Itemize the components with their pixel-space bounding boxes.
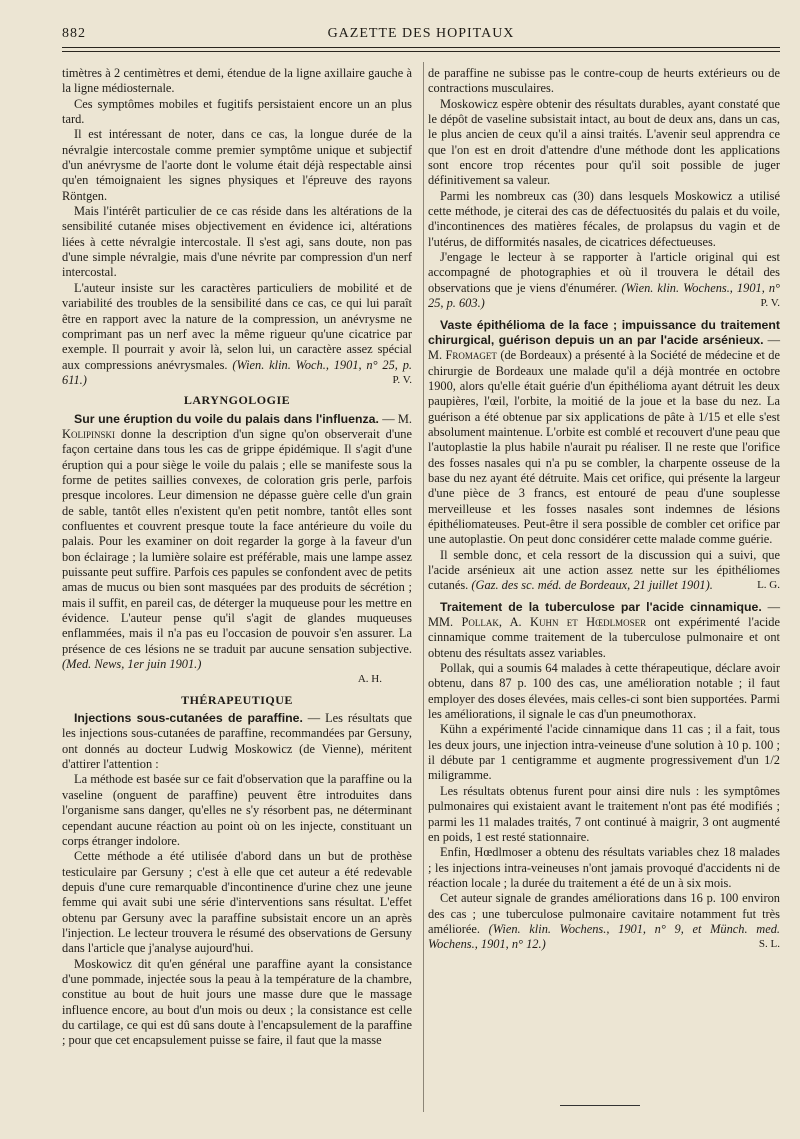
author-initials: P. V.	[760, 297, 780, 310]
author-initials: A. H.	[357, 673, 382, 686]
paragraph: Mais l'intérêt particulier de ce cas réside dans les altérations de la sensibilité cutanée mises objectivement en évidence ici, altérations liées à cette névralgie intercostale. Il s'est agi, sans doute, non pas d'une simple névralgie, mais d'une névrite par compression d'un nerf intercostal.	[62, 204, 412, 280]
author-name: M. Fromaget	[428, 348, 497, 363]
paragraph	[428, 548, 780, 594]
reference: (Gaz. des sc. méd. de Bordeaux, 21 juillet 1901).	[471, 578, 713, 593]
article-paragraph: Injections sous-cutanées de paraffine. — Les résultats que les injections sous-cutanées de paraffine, recommandées par Gersuny, ont donnés au docteur Ludwig Moskowicz (de Vienne), méritent d'attirer l'attention :	[62, 711, 412, 772]
paragraph: Kühn a expérimenté l'acide cinnamique dans 11 cas ; il a fait, tous les deux jours, une injection intra-veineuse d'une solution à 10 p. 100 ; il débute par 1 centigramme et augmente progressivement d'un 1/2 miligramme.	[428, 722, 780, 783]
header-rule	[62, 47, 780, 48]
paragraph: Pollak, qui a soumis 64 malades à cette thérapeutique, déclare avoir obtenu, dans 87 p. 100 des cas, une amélioration notable ; il faut employer des doses élevées, mais celles-ci sont bien supportées. Parmi les améliorations, il signale le cas d'un pneumothorax.	[428, 661, 780, 722]
page-number: 882	[62, 26, 86, 41]
paragraph: Moskowicz espère obtenir des résultats durables, ayant constaté que le dépôt de vaseline subsistait intact, au bout de deux ans, dans un cas, le plus ancien de ceux qu'il a ainsi traités. L'avenir seul apprendra ce que l'on est en droit d'attendre d'une méthode dont les applications sont encore trop récentes pour qu'il soit possible de juger définitivement sa valeur.	[428, 96, 780, 188]
article-title: Injections sous-cutanées de paraffine.	[74, 711, 303, 726]
article-title: Sur une éruption du voile du palais dans l'influenza.	[74, 411, 379, 426]
paragraph: Moskowicz dit qu'en général une paraffine ayant la consistance d'une pommade, injectée sous la peau à la température de la chambre, constitue au bout de huit jours une masse dure que le massage influence encore, au bout d'un mois ou deux ; la consistance est celle du cartilage, ce qui est dû sans doute à l'encapsulement de la paraffine ; pour que cet encapsulement puisse se faire, il faut que la masse	[62, 956, 412, 1048]
paragraph: Les résultats obtenus furent pour ainsi dire nuls : les symptômes pulmonaires qui existaient avant le traitement n'ont pas été modifiés ; parmi les 11 malades traités, 7 ont continué à maigrir, 3 ont augmenté en poids, 1 est resté stationnaire.	[428, 783, 780, 844]
paragraph-text: Il semble donc, et cela ressort de la discussion qui a suivi, que l'acide arsénieux ait une action assez nette sur les épithéliomes cutanés.	[428, 547, 780, 593]
article-title: Vaste épithélioma de la face ; impuissance du traitement chirurgical, guérison depuis un an par l'acide arsénieux.	[428, 317, 780, 347]
paragraph: Il est intéressant de noter, dans ce cas, la longue durée de la névralgie intercostale comme premier symptôme unique et subjectif d'un anévrysme de l'aorte dont le volume était déjà respectable ainsi qu'en témoignaient les signes physiques et l'épreuve des rayons Röntgen.	[62, 127, 412, 203]
journal-title: GAZETTE DES HOPITAUX	[327, 26, 515, 41]
paragraph: Cette méthode a été utilisée d'abord dans un but de prothèse testiculaire par Gersuny ; c'est à elle que cet auteur a été redevable depuis d'une cure remarquable d'incontinence d'urine chez une jeune femme qui avait subi une série d'interventions sans résultat. L'effet obtenu par Gersuny avec la paraffine subsistait encore un an après l'injection. Le lecteur trouvera le résumé des observations de Gersuny dans l'article que j'analyse aujourd'hui.	[62, 849, 412, 956]
reference: (Wien. klin. Woch., 1901, n° 25, p. 611.)	[62, 357, 412, 387]
paragraph	[428, 891, 780, 952]
paragraph: de paraffine ne subisse pas le contre-coup de heurts extérieurs ou de contractions musculaires.	[428, 66, 780, 96]
article-paragraph: Traitement de la tuberculose par l'acide cinnamique. — MM. Pollak, A. Kuhn et Hœdlmoser ont expérimenté l'acide cinnamique comme traitement de la tuberculose pulmonaire et ont obtenu des résultats assez variables.	[428, 599, 780, 660]
article-title: Traitement de la tuberculose par l'acide cinnamique.	[440, 599, 762, 614]
paragraph: Ces symptômes mobiles et fugitifs persistaient encore un an plus tard.	[62, 96, 412, 127]
header-rule-thin	[62, 51, 780, 52]
paragraph	[62, 281, 412, 388]
paragraph-text: Cet auteur signale de grandes améliorations dans 16 p. 100 environ des cas ; une tuberculose pulmonaire cavitaire notamment fut très améliorée.	[428, 891, 780, 936]
reference: (Wien. klin. Wochens., 1901, n° 9, et Münch. med. Wochens., 1901, n° 12.)	[428, 921, 780, 952]
author-name: MM. Pollak, A. Kuhn et Hœdlmoser	[428, 615, 647, 630]
paragraph	[428, 250, 780, 311]
author-initials: S. L.	[758, 938, 780, 951]
reference: (Med. News, 1er juin 1901.)	[62, 657, 202, 672]
article-text: Les résultats que les injections sous-cutanées de paraffine, recommandées par Gersuny, ont donnés au docteur Ludwig Moskowicz (de Vienne), méritent d'attirer l'attention :	[62, 711, 412, 772]
article-text: ont expérimenté l'acide cinnamique comme traitement de la tuberculose pulmonaire et ont obtenu des résultats assez variables.	[428, 615, 780, 660]
paragraph: Enfin, Hœdlmoser a obtenu des résultats variables chez 18 malades ; les injections intra-veineuses n'ont jamais provoqué d'accidents ni de réaction locale ; la durée du traitement a été de un à six mois.	[428, 845, 780, 890]
article-paragraph: Vaste épithélioma de la face ; impuissance du traitement chirurgical, guérison depuis un an par l'acide arsénieux. — M. Fromaget (de Bordeaux) a présenté à la Société de médecine et de chirurgie de Bordeaux une malade qu'il a déjà montrée en octobre 1900, alors qu'elle était guérie d'un épithélioma ayant détruit les deux paupières, l'œil, l'orbite, la moitié de la joue et la base du nez. La guérison a été obtenue par six applications de pâte à 1/15 et elle s'est absolument maintenue. L'orbite est comblé et recouvert d'une peau que l'autoplastie la plus habile n'aurait pu réaliser. Il ne reste que l'orifice des fosses nasales qui n'a pu se combler, la charpente osseuse de la base du nez ayant été détruite. Mais cet orifice, qui présente la largeur d'une pièce de 3 francs, est entouré de peau d'une souplesse merveilleuse et les fosses nasales sont indemnes de lésions épithéliomateuses. Peut-être il sera possible de combler cet orifice par une autoplastie. On peut donc considérer cette malade comme guérie.	[428, 317, 780, 547]
author-initials: P. V.	[392, 373, 412, 386]
paragraph: timètres à 2 centimètres et demi, étendue de la ligne axillaire gauche à la ligne médiosternale.	[62, 66, 412, 96]
end-ornament-rule	[560, 1105, 640, 1106]
article-text: (de Bordeaux) a présenté à la Société de médecine et de chirurgie de Bordeaux une malade qu'il a déjà montrée en octobre 1900, alors qu'elle était guérie d'un épithélioma ayant détruit les deux paupières, l'œil, l'orbite, la moitié de la joue et la base du nez. La guérison a été obtenue par six applications de pâte à 1/15 et elle s'est absolument maintenue. L'orbite est comblé et recouvert d'une peau que l'autoplastie la plus habile n'aurait pu réaliser. Il ne reste que l'orifice des fosses nasales qui n'a pu se combler, la charpente osseuse de la base du nez ayant été détruite. Mais cet orifice, qui présente la largeur d'une pièce de 3 francs, est entouré de peau d'une souplesse merveilleuse et les fosses nasales sont indemnes de lésions épithéliomateuses. Peut-être il sera possible de combler cet orifice par une autoplastie. On peut donc considérer cette malade comme guérie.	[428, 348, 780, 547]
article-text: donne la description d'un signe qu'on observerait d'une façon certaine dans tous les cas de grippe épidémique. Il s'agit d'une éruption qui a pour siège le voile du palais ; elle se manifeste sous la forme de petites saillies convexes, de coloration gris perle, parfois presque incolores. Leur dimension ne dépasse guère celle d'un grain de sable, tantôt elles n'existent qu'en petit nombre, tantôt elles sont confluentes et couvrent presque toute la face antérieure du voile du palais. Pour les examiner on doit regarder la gorge à la faveur d'un bon éclairage ; la lumière solaire est préférable, mais une lampe assez puissante peut suffire. Parfois ces papules se confondent avec de petits amas de mucus ou bien sont masquées par des produits de sécrétion ; mais il suffit, en pareil cas, de déterger la muqueuse pour les mettre en évidence. L'auteur pense qu'il s'agit de glandes muqueuses enflammées, mais il n'a pas eu l'occasion de pouvoir s'en assurer. La présence de ces lésions ne se traduit par aucune sensation subjective.	[62, 426, 412, 656]
left-column	[62, 66, 412, 1049]
author-initials: L. G.	[757, 579, 780, 592]
right-column	[428, 66, 780, 953]
paragraph-text: L'auteur insiste sur les caractères particuliers de mobilité et de variabilité des troubles de la sensibilité dans ce cas, ce qui lui paraît être en rapport avec la nature de la compression, un anévrysme ne comprimant pas un nerf avec la même rigueur qu'une cicatrice par exemple. Il pourrait y avoir là, selon lui, un caractère assez spécial aux compressions anévrysmales.	[62, 280, 412, 372]
article-paragraph: Sur une éruption du voile du palais dans l'influenza. — M. Kolipinski donne la description d'un signe qu'on observerait d'une façon certaine dans tous les cas de grippe épidémique. Il s'agit d'une éruption qui a pour siège le voile du palais ; elle se manifeste sous la forme de petites saillies convexes, de coloration gris perle, parfois presque incolores. Leur dimension ne dépasse guère celle d'un grain de sable, tantôt elles n'existent qu'en petit nombre, tantôt elles sont confluentes et couvrent presque toute la face antérieure du voile du palais. Pour les examiner on doit regarder la gorge à la faveur d'un bon éclairage ; la lumière solaire est préférable, mais une lampe assez puissante peut suffire. Parfois ces papules se confondent avec de petits amas de mucus ou bien sont masquées par des produits de sécrétion ; mais il suffit, en pareil cas, de déterger la muqueuse pour les mettre en évidence. L'auteur pense qu'il s'agit de glandes muqueuses enflammées, mais il n'a pas eu l'occasion de pouvoir s'en assurer. La présence de ces lésions ne se traduit par aucune sensation subjective. (Med. News, 1er juin 1901.)	[62, 411, 412, 672]
column-divider	[423, 62, 424, 1112]
section-heading-therapeutique: THÉRAPEUTIQUE	[181, 692, 293, 707]
paragraph-text: J'engage le lecteur à se rapporter à l'article original qui est accompagné de photographies et où il trouvera le détail des observations que je viens d'énumérer.	[428, 250, 780, 295]
paragraph: Parmi les nombreux cas (30) dans lesquels Moskowicz a utilisé cette méthode, je citerai des cas de défectuosités du palais et du voile, d'incontinences des matières fécales, de prolapsus du vagin et de l'utérus, de difformités nasales, de cicatrices défectueuses.	[428, 188, 780, 249]
author-name: M. Kolipinski	[62, 411, 412, 441]
running-header	[62, 26, 780, 46]
reference: (Wien. klin. Wochens., 1901, n° 25, p. 603.)	[428, 280, 780, 311]
section-heading-laryngologie: LARYNGOLOGIE	[183, 393, 291, 408]
paragraph: La méthode est basée sur ce fait d'observation que la paraffine ou la vaseline (onguent de paraffine) peuvent être introduites dans l'organisme sans danger, qu'elles ne s'y résorbent pas, ne déterminant cependant aucune réaction au point où on les injecte, constituant un corps étranger indolore.	[62, 772, 412, 848]
